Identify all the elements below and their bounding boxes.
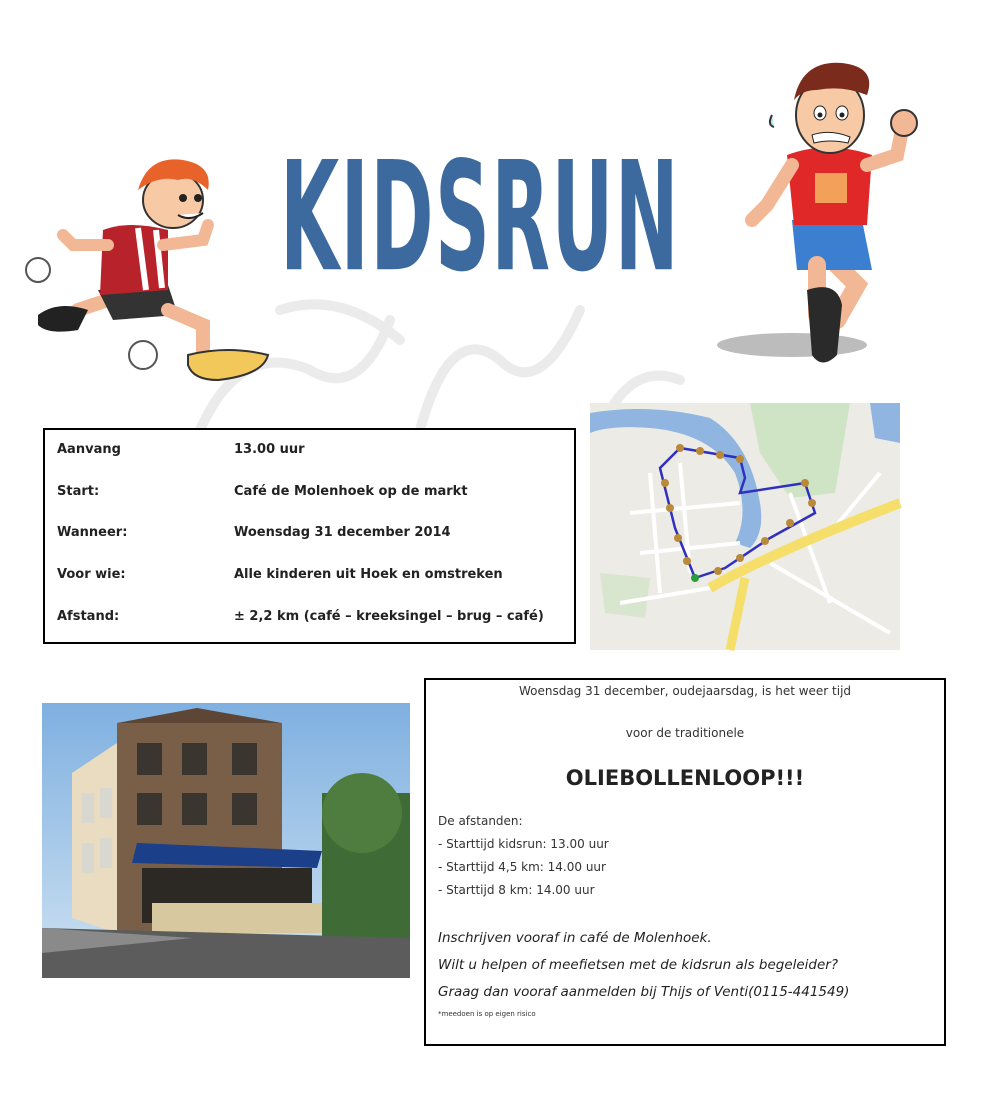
info-row	[57, 484, 564, 506]
info-row	[57, 609, 564, 631]
runner-right-cartoon	[712, 55, 927, 380]
distance-item: - Starttijd 4,5 km: 14.00 uur	[438, 860, 606, 874]
volunteer-note: Wilt u helpen of meefietsen met de kidsrun als begeleider?	[438, 957, 839, 973]
distance-item: - Starttijd kidsrun: 13.00 uur	[438, 837, 609, 851]
info-label: Afstand:	[57, 609, 120, 624]
info-row	[57, 525, 564, 547]
distance-item: - Starttijd 8 km: 14.00 uur	[438, 883, 595, 897]
info-row	[57, 442, 564, 464]
info-label: Aanvang	[57, 442, 121, 457]
info-row	[57, 567, 564, 589]
title-text: KIDSRUN	[280, 129, 680, 306]
risk-footnote: *meedoen is op eigen risico	[438, 1010, 536, 1018]
announcement-box	[424, 678, 946, 1046]
event-info-table	[43, 428, 576, 644]
distances-heading: De afstanden:	[438, 814, 523, 828]
registration-note: Inschrijven vooraf in café de Molenhoek.	[438, 930, 712, 946]
info-value: 13.00 uur	[234, 442, 305, 457]
announcement-line: Woensdag 31 december, oudejaarsdag, is het weer tijd	[518, 684, 852, 698]
contact-note: Graag dan vooraf aanmelden bij Thijs of Venti(0115-441549)	[438, 984, 850, 1000]
info-label: Voor wie:	[57, 567, 126, 582]
info-label: Wanneer:	[57, 525, 128, 540]
runner-left-cartoon	[18, 150, 278, 400]
page-title	[270, 118, 690, 306]
cafe-photo	[42, 703, 410, 978]
info-value: Café de Molenhoek op de markt	[234, 484, 468, 499]
info-value: Woensdag 31 december 2014	[234, 525, 451, 540]
announcement-headline: OLIEBOLLENLOOP!!!	[565, 766, 805, 790]
info-label: Start:	[57, 484, 100, 499]
info-value: ± 2,2 km (café – kreeksingel – brug – café)	[234, 609, 544, 624]
announcement-line: voor de traditionele	[625, 726, 745, 740]
route-map	[590, 403, 900, 650]
info-value: Alle kinderen uit Hoek en omstreken	[234, 567, 503, 582]
